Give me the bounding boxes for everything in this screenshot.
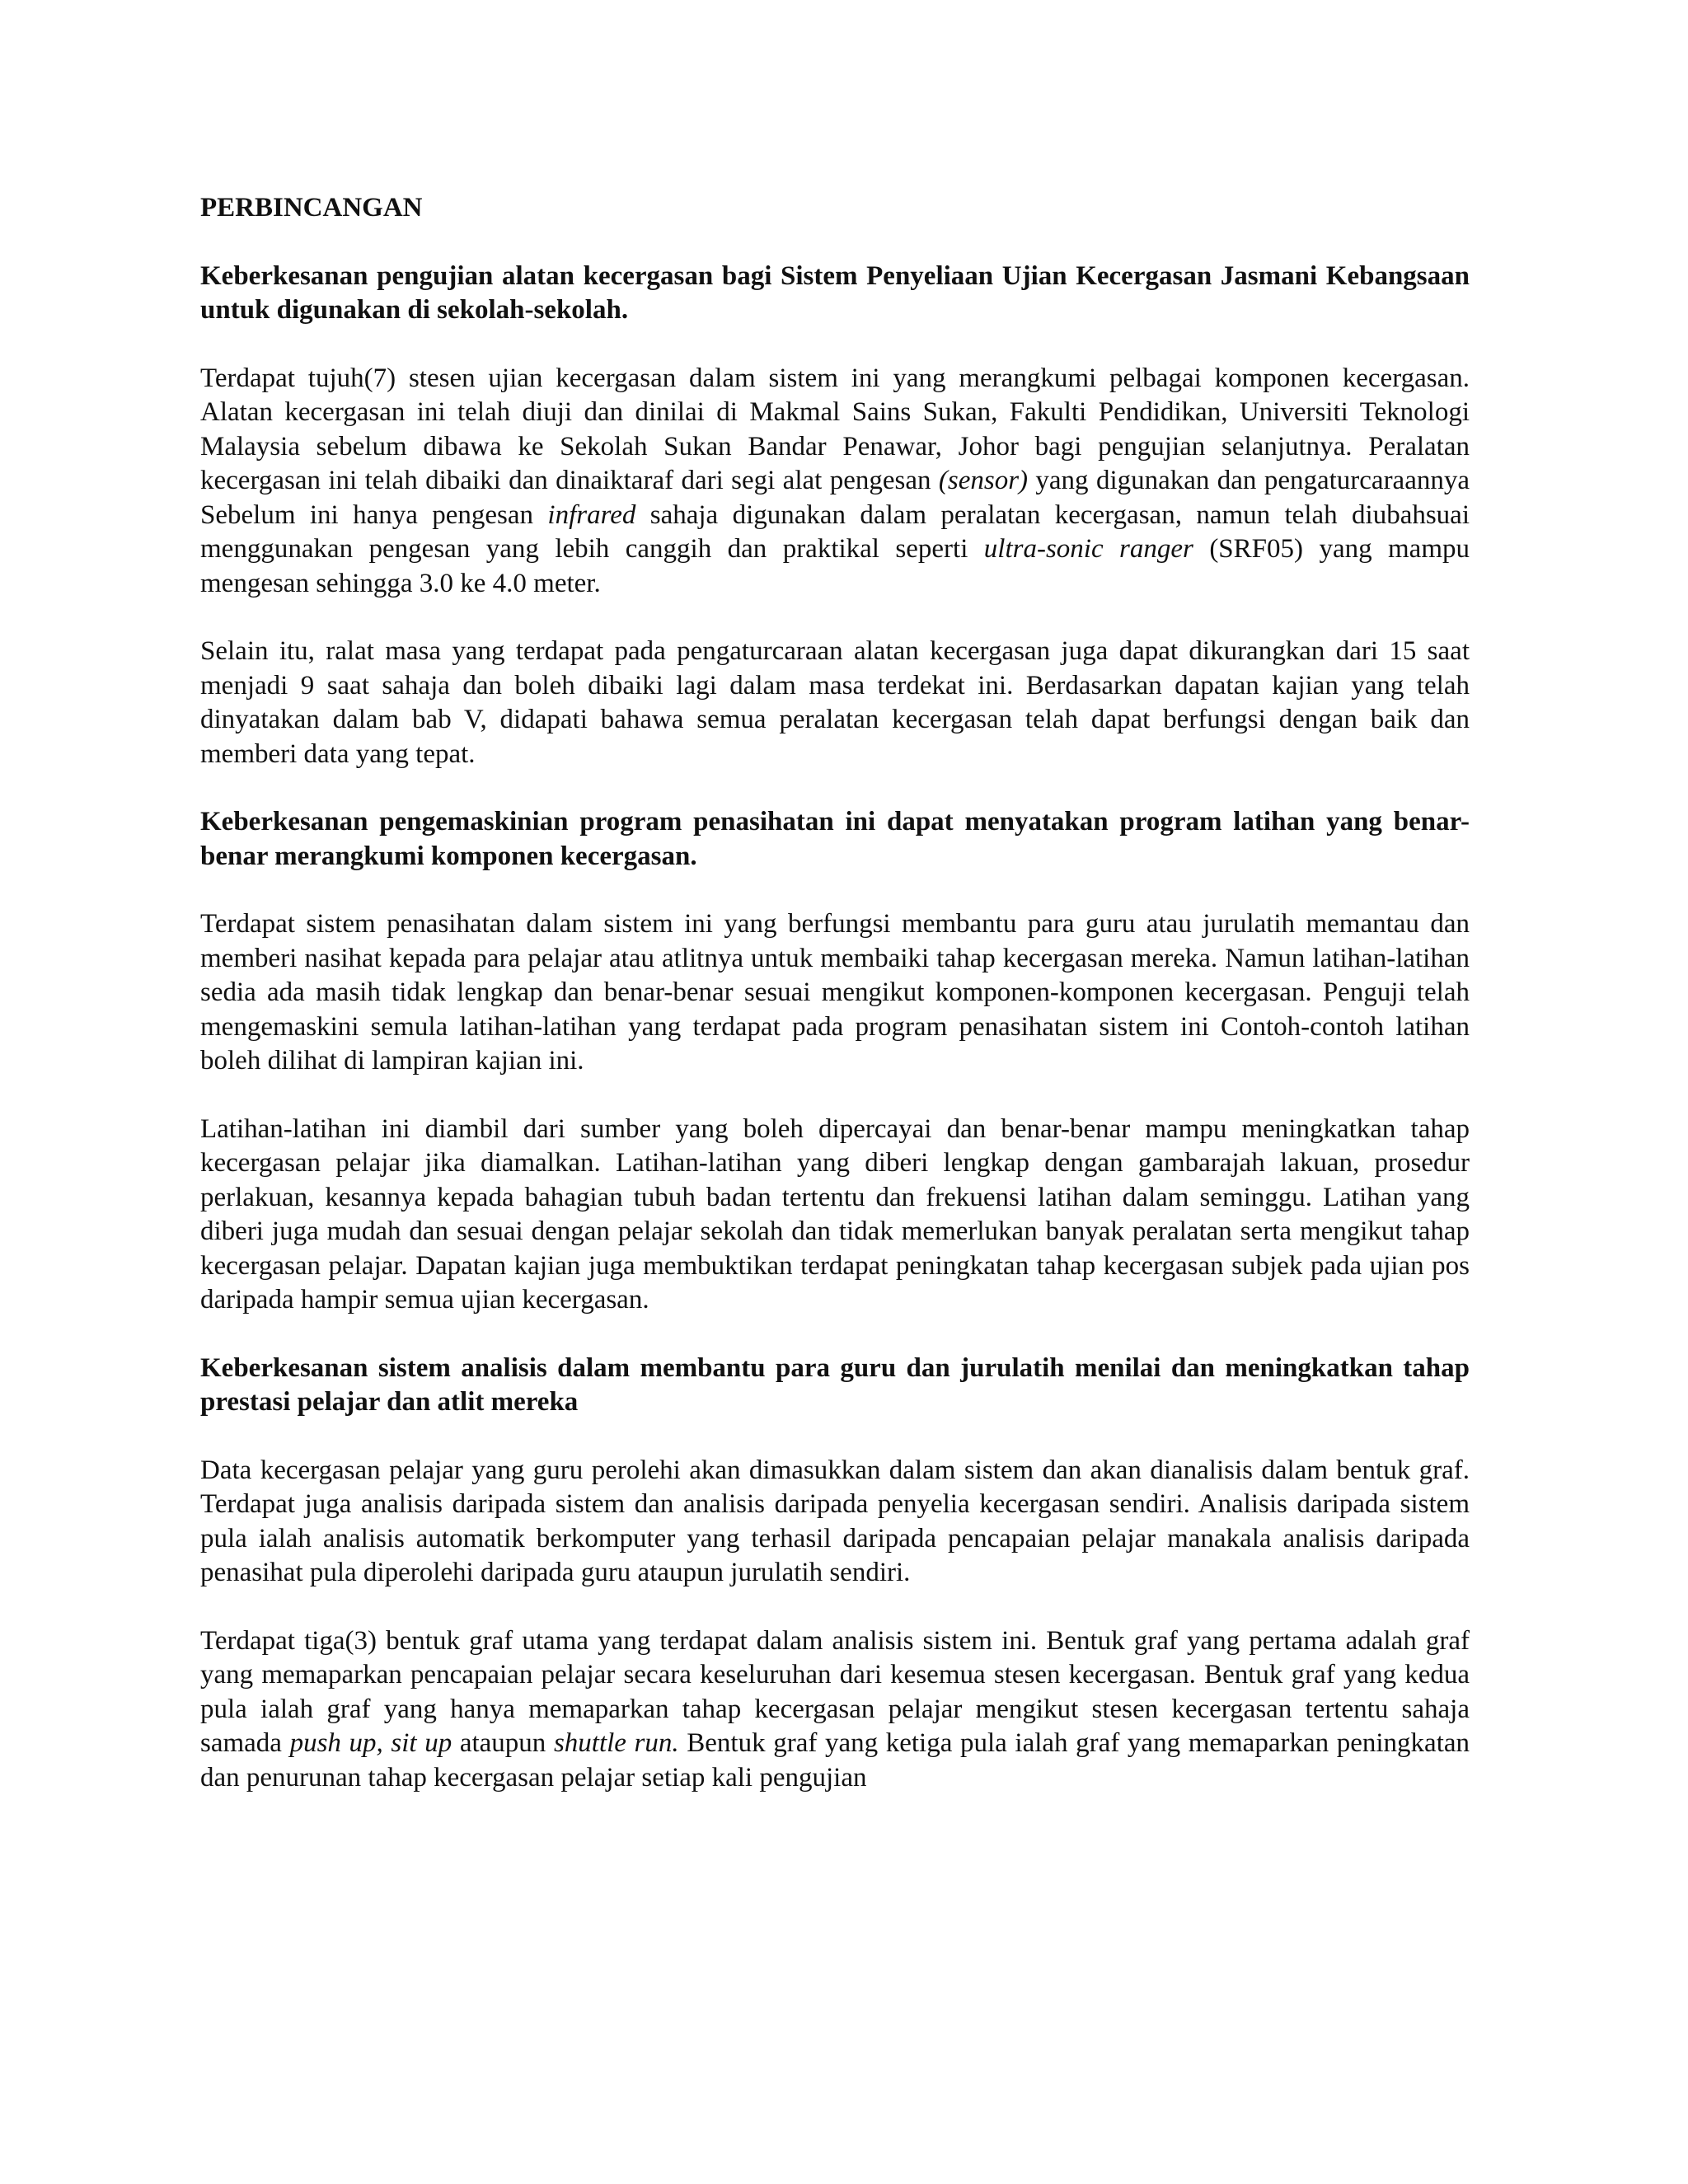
text-segment: sahaja digunakan dalam peralatan kecergasan, namun telah diubahsuai menggunakan pengesan yang lebih canggih dan praktikal seperti	[200, 499, 1470, 564]
document-content	[200, 191, 1470, 1829]
italic-term: infrared	[547, 499, 636, 530]
section-heading: Keberkesanan sistem analisis dalam membantu para guru dan jurulatih menilai dan meningkatkan tahap prestasi pelajar dan atlit mereka	[200, 1352, 1470, 1417]
text-segment: yang digunakan dan pengaturcaraannya Sebelum ini hanya pengesan	[200, 466, 1470, 530]
paragraph	[200, 1113, 1470, 1318]
italic-term: ultra-sonic ranger	[983, 534, 1193, 564]
text-segment: Data kecergasan pelajar yang guru perolehi akan dimasukkan dalam sistem dan akan dianalisis dalam bentuk graf. Terdapat juga analisis daripada sistem dan analisis daripada penyelia kecergasan sendiri. Analisis daripada sistem pula ialah analisis automatik berkomputer yang terhasil daripada pencapaian pelajar manakala analisis daripada penasihat pula diperolehi daripada guru ataupun jurulatih sendiri.	[200, 1455, 1470, 1587]
text-segment: Latihan-latihan ini diambil dari sumber yang boleh dipercayai dan benar-benar mampu meningkatkan tahap kecergasan pelajar jika diamalkan. Latihan-latihan yang diberi lengkap dengan gambarajah lakuan, prosedur perlakuan, kesannya kepada bahagian tubuh badan tertentu dan frekuensi latihan dalam seminggu. Latihan yang diberi juga mudah dan sesuai dengan pelajar sekolah dan tidak memerlukan banyak peralatan serta mengikut tahap kecergasan pelajar. Dapatan kajian juga membuktikan terdapat peningkatan tahap kecergasan subjek pada ujian pos daripada hampir semua ujian kecergasan.	[200, 1113, 1470, 1315]
section-1	[200, 260, 1470, 772]
text-segment: ataupun	[452, 1728, 554, 1758]
paragraph	[200, 635, 1470, 771]
page-title: PERBINCANGAN	[200, 193, 423, 223]
paragraph	[200, 1454, 1470, 1591]
text-segment: Terdapat tiga(3) bentuk graf utama yang terdapat dalam analisis sistem ini. Bentuk graf yang pertama adalah graf yang memaparkan pencapaian pelajar secara keseluruhan dari kesemua stesen kecergasan. Bentuk graf yang kedua pula ialah graf yang hanya memaparkan tahap kecergasan pelajar mengikut stesen kecergasan tertentu sahaja samada	[200, 1625, 1470, 1758]
italic-term: push up, sit up	[289, 1728, 452, 1758]
section-heading: Keberkesanan pengujian alatan kecergasan bagi Sistem Penyeliaan Ujian Kecergasan Jasmani Kebangsaan untuk digunakan di sekolah-sekolah.	[200, 260, 1470, 325]
text-segment: Bentuk graf yang ketiga pula ialah graf yang memaparkan peningkatan dan penurunan tahap kecergasan pelajar setiap kali pengujian	[200, 1728, 1470, 1793]
paragraph	[200, 1624, 1470, 1796]
paragraph	[200, 362, 1470, 602]
italic-term: (sensor)	[938, 466, 1029, 495]
section-2	[200, 805, 1470, 1318]
text-segment: Terdapat sistem penasihatan dalam sistem ini yang berfungsi membantu para guru atau jurulatih memantau dan memberi nasihat kepada para pelajar atau atlitnya untuk membaiki tahap kecergasan mereka. Namun latihan-latihan sedia ada masih tidak lengkap dan benar-benar sesuai mengikut komponen-komponen kecergasan. Penguji telah mengemaskini semula latihan-latihan yang terdapat pada program penasihatan sistem ini Contoh-contoh latihan boleh dilihat di lampiran kajian ini.	[200, 909, 1470, 1076]
italic-term: shuttle run.	[553, 1728, 679, 1758]
text-segment: Terdapat tujuh(7) stesen ujian kecergasan dalam sistem ini yang merangkumi pelbagai komponen kecergasan. Alatan kecergasan ini telah diuji dan dinilai di Makmal Sains Sukan, Fakulti Pendidikan, Universiti Teknologi Malaysia sebelum dibawa ke Sekolah Sukan Bandar Penawar, Johor bagi pengujian selanjutnya. Peralatan kecergasan ini telah dibaiki dan dinaiktaraf dari segi alat pengesan	[200, 363, 1470, 495]
section-3	[200, 1352, 1470, 1796]
text-segment: Selain itu, ralat masa yang terdapat pada pengaturcaraan alatan kecergasan juga dapat dikurangkan dari 15 saat menjadi 9 saat sahaja dan boleh dibaiki lagi dalam masa terdekat ini. Berdasarkan dapatan kajian yang telah dinyatakan dalam bab V, didapati bahawa semua peralatan kecergasan telah dapat berfungsi dengan baik dan memberi data yang tepat.	[200, 636, 1470, 769]
section-heading: Keberkesanan pengemaskinian program penasihatan ini dapat menyatakan program latihan yang benar-benar merangkumi komponen kecergasan.	[200, 807, 1470, 871]
text-segment: (SRF05) yang mampu mengesan sehingga 3.0 ke 4.0 meter.	[200, 534, 1470, 598]
paragraph	[200, 907, 1470, 1079]
